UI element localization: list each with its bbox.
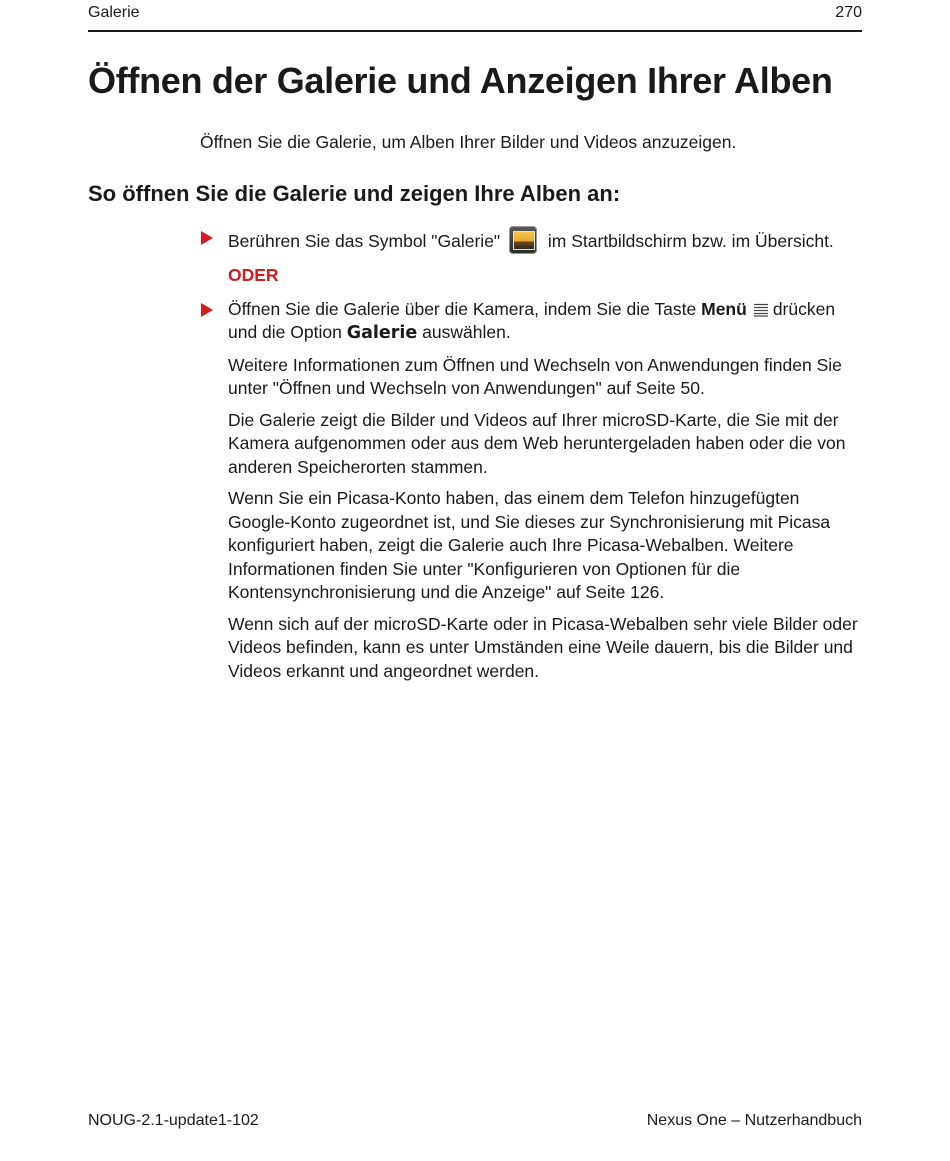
paragraph: Wenn Sie ein Picasa-Konto haben, das einem dem Telefon hinzugefügten Google-Konto zugeordnet ist, und Sie dieses zur Synchronisierung mit Picasa konfiguriert haben, zeigt die Galerie auch Ihre Picasa-Webalben. Weitere Informationen finden Sie unter "Konfigurieren von Optionen für die Kontensynchronisierung und die Anzeige" auf Seite 126. — [228, 488, 831, 602]
page-footer — [88, 1112, 862, 1130]
section-subheading: So öffnen Sie die Galerie und zeigen Ihre Alben an: — [88, 181, 621, 206]
gallery-app-icon — [509, 226, 537, 254]
step-2-text-middle: drücken und die Option — [228, 298, 836, 342]
footer-doc-id: NOUG-2.1-update1-102 — [88, 1112, 259, 1129]
bullet-arrow-icon — [201, 231, 213, 245]
step-1 — [228, 226, 864, 254]
menu-key-label: Menü — [701, 298, 747, 319]
footer-doc-title: Nexus One – Nutzerhandbuch — [646, 1112, 862, 1129]
or-separator: ODER — [228, 265, 279, 285]
gallery-option-label: Galerie — [346, 323, 418, 343]
menu-icon — [753, 303, 769, 317]
step-2 — [228, 298, 864, 346]
page-number: 270 — [835, 4, 862, 21]
bullet-arrow-icon — [201, 303, 213, 317]
step-2-text-before: Öffnen Sie die Galerie über die Kamera, indem Sie die Taste — [228, 298, 697, 319]
intro-text: Öffnen Sie die Galerie, um Alben Ihrer Bilder und Videos anzuzeigen. — [200, 132, 737, 152]
content-body — [228, 226, 864, 683]
page-header — [88, 4, 862, 32]
paragraph: Die Galerie zeigt die Bilder und Videos auf Ihrer microSD-Karte, die Sie mit der Kamera aufgenommen oder aus dem Web heruntergeladen haben oder die von anderen Speicherorten stammen. — [228, 409, 846, 477]
step-1-text-after: im Startbildschirm bzw. im Übersicht. — [547, 231, 834, 251]
step-1-text-before: Berühren Sie das Symbol "Galerie" — [228, 231, 501, 251]
header-section: Galerie — [88, 4, 140, 21]
step-2-text-after: auswählen. — [422, 322, 511, 342]
paragraph: Wenn sich auf der microSD-Karte oder in Picasa-Webalben sehr viele Bilder oder Videos befinden, kann es unter Umständen eine Weile dauern, bis die Bilder und Videos erkannt und angeordnet werden. — [228, 613, 858, 681]
paragraph: Weitere Informationen zum Öffnen und Wechseln von Anwendungen finden Sie unter "Öffnen und Wechseln von Anwendungen" auf Seite 50. — [228, 354, 842, 398]
page-title: Öffnen der Galerie und Anzeigen Ihrer Alben — [88, 60, 833, 101]
